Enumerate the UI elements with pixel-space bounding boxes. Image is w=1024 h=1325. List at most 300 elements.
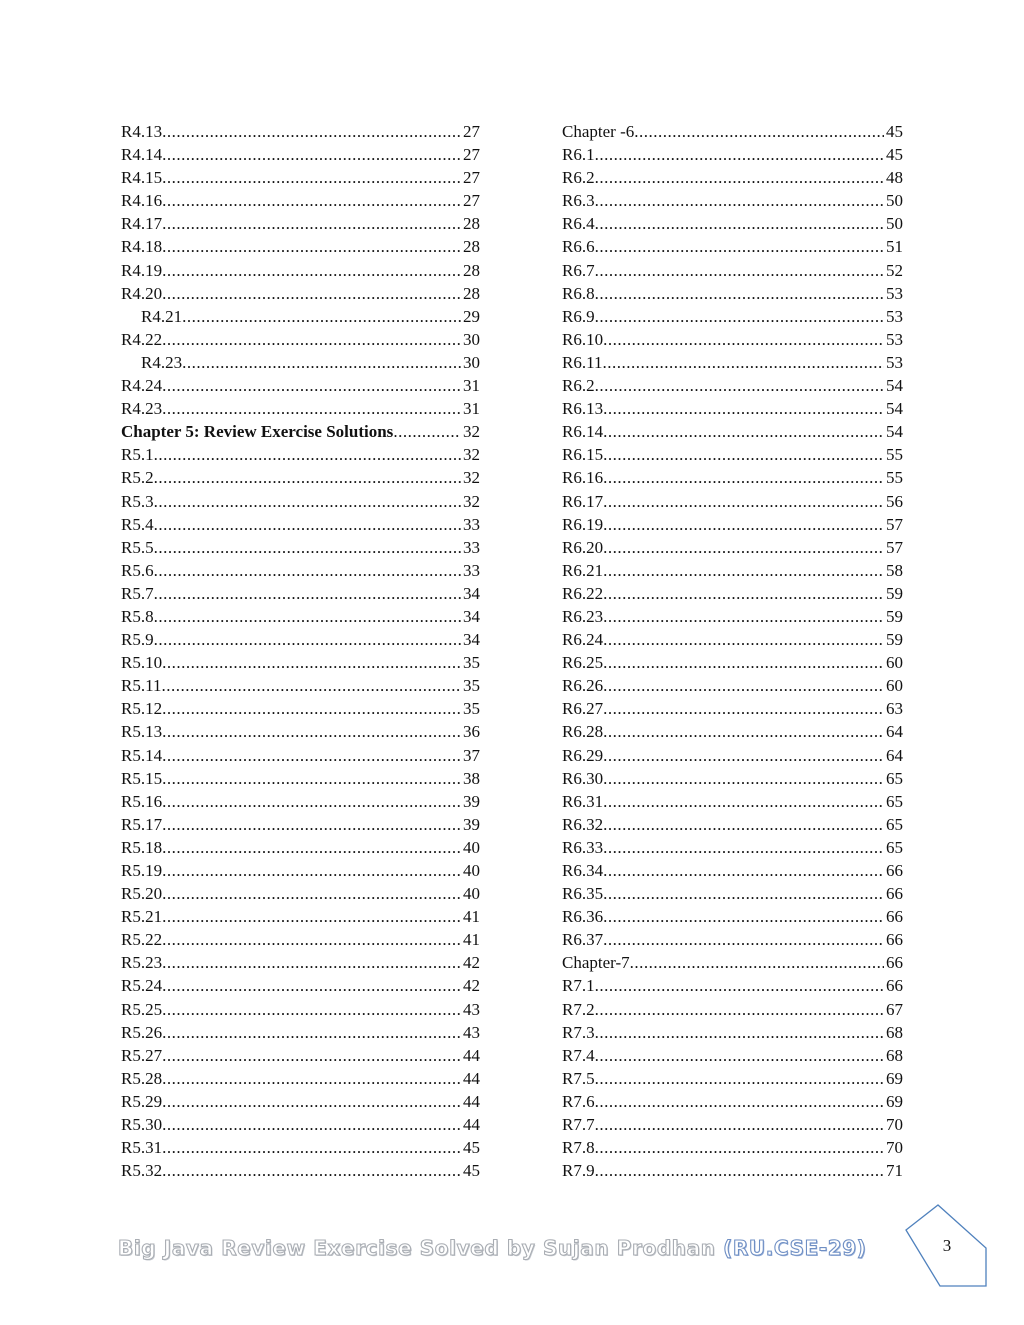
toc-entry-label: R4.24: [121, 376, 163, 396]
toc-leader-dots: [162, 1021, 461, 1044]
toc-entry-label: R7.3: [562, 1022, 595, 1042]
toc-entry-label: R4.21: [141, 306, 183, 326]
toc-entry-label: R6.26: [562, 676, 604, 696]
toc-entry[interactable]: [121, 605, 480, 628]
toc-leader-dots: [603, 490, 884, 513]
toc-leader-dots: [154, 466, 461, 489]
toc-entry-page: 45: [463, 1161, 480, 1181]
toc-entry-label: R6.37: [562, 930, 604, 950]
toc-entry[interactable]: [562, 697, 903, 720]
toc-entry-page: 42: [463, 953, 480, 973]
toc-entry[interactable]: [562, 1159, 903, 1182]
toc-entry-page: 40: [463, 837, 480, 857]
toc-entry[interactable]: [562, 513, 903, 536]
toc-entry-label: R6.11: [562, 352, 603, 372]
toc-entry[interactable]: [562, 1090, 903, 1113]
toc-entry-label: R5.7: [121, 583, 154, 603]
toc-leader-dots: [603, 836, 884, 859]
toc-entry-label: R5.30: [121, 1115, 163, 1135]
toc-entry[interactable]: [562, 882, 903, 905]
toc-entry-label: R7.6: [562, 1091, 595, 1111]
toc-entry-label: R4.18: [121, 237, 163, 257]
toc-entry-label: R5.24: [121, 976, 163, 996]
toc-entry-page: 27: [463, 122, 480, 141]
toc-entry[interactable]: [562, 905, 903, 928]
toc-leader-dots: [162, 697, 461, 720]
toc-entry[interactable]: [121, 443, 480, 466]
toc-leader-dots: [595, 259, 884, 282]
toc-entry-page: 53: [886, 329, 903, 349]
toc-leader-dots: [162, 1067, 461, 1090]
toc-entry-label: R7.7: [562, 1115, 595, 1135]
toc-leader-dots: [162, 1090, 461, 1113]
toc-entry-page: 42: [463, 976, 480, 996]
toc-entry-label: R6.32: [562, 814, 604, 834]
toc-entry-label: R6.30: [562, 768, 604, 788]
toc-entry[interactable]: [562, 1067, 903, 1090]
toc-entry[interactable]: [121, 513, 480, 536]
toc-entry-label: R7.5: [562, 1068, 595, 1088]
toc-entry-page: 65: [886, 791, 903, 811]
toc-entry[interactable]: [562, 1113, 903, 1136]
toc-entry[interactable]: [562, 466, 903, 489]
toc-entry-page: 66: [886, 930, 903, 950]
toc-entry-label: R5.14: [121, 745, 163, 765]
toc-leader-dots: [603, 397, 884, 420]
toc-entry-label: R5.5: [121, 537, 154, 557]
toc-entry-label: R6.2: [562, 376, 595, 396]
toc-leader-dots: [595, 1021, 884, 1044]
toc-entry-label: Chapter-7: [562, 953, 630, 973]
toc-leader-dots: [595, 143, 884, 166]
toc-entry-label: R5.27: [121, 1045, 163, 1065]
toc-entry[interactable]: [562, 605, 903, 628]
toc-entry-page: 27: [463, 191, 480, 211]
toc-entry-label: R5.17: [121, 814, 163, 834]
toc-entry[interactable]: [121, 1159, 480, 1182]
toc-entry-page: 66: [886, 884, 903, 904]
toc-leader-dots: [162, 744, 461, 767]
toc-entry-page: 55: [886, 445, 903, 465]
toc-leader-dots: [603, 767, 884, 790]
toc-entry-page: 57: [886, 514, 903, 534]
toc-entry-label: R5.20: [121, 884, 163, 904]
toc-entry[interactable]: [121, 767, 480, 790]
toc-entry[interactable]: [121, 259, 480, 282]
toc-leader-dots: [595, 282, 884, 305]
toc-entry[interactable]: [562, 998, 903, 1021]
toc-entry-page: 35: [463, 653, 480, 673]
toc-entry-page: 65: [886, 814, 903, 834]
toc-leader-dots: [603, 466, 884, 489]
toc-entry-page: 53: [886, 306, 903, 326]
toc-entry-page: 59: [886, 606, 903, 626]
toc-leader-dots: [162, 166, 461, 189]
toc-leader-dots: [595, 189, 884, 212]
toc-leader-dots: [162, 974, 461, 997]
toc-entry-label: R6.3: [562, 191, 595, 211]
toc-entry[interactable]: [121, 536, 480, 559]
toc-entry[interactable]: [121, 1090, 480, 1113]
toc-entry-label: R5.10: [121, 653, 163, 673]
toc-entry-label: R5.32: [121, 1161, 163, 1181]
toc-entry[interactable]: [562, 166, 903, 189]
toc-entry-label: R6.15: [562, 445, 604, 465]
toc-entry-page: 38: [463, 768, 480, 788]
toc-entry[interactable]: [121, 974, 480, 997]
toc-entry-page: 66: [886, 953, 903, 973]
toc-leader-dots: [595, 998, 884, 1021]
toc-leader-dots: [162, 720, 461, 743]
toc-entry[interactable]: [562, 974, 903, 997]
toc-entry-page: 33: [463, 514, 480, 534]
toc-entry[interactable]: [121, 859, 480, 882]
toc-entry[interactable]: [121, 1067, 480, 1090]
toc-leader-dots: [162, 143, 461, 166]
toc-entry-page: 34: [463, 583, 480, 603]
toc-entry-page: 60: [886, 653, 903, 673]
toc-entry[interactable]: [562, 305, 903, 328]
toc-entry[interactable]: [121, 1136, 480, 1159]
toc-entry[interactable]: [562, 1136, 903, 1159]
toc-entry[interactable]: [562, 259, 903, 282]
toc-entry[interactable]: [562, 836, 903, 859]
toc-entry[interactable]: [121, 651, 480, 674]
toc-entry[interactable]: [121, 328, 480, 351]
toc-entry-page: 68: [886, 1022, 903, 1042]
toc-entry-label: R6.22: [562, 583, 604, 603]
toc-entry[interactable]: [121, 1044, 480, 1067]
toc-entry-page: 67: [886, 999, 903, 1019]
toc-entry-page: 44: [463, 1068, 480, 1088]
toc-entry[interactable]: [562, 651, 903, 674]
toc-entry-label: R7.8: [562, 1138, 595, 1158]
toc-entry-page: 51: [886, 237, 903, 257]
toc-entry-page: 32: [463, 445, 480, 465]
toc-entry[interactable]: [121, 905, 480, 928]
toc-entry[interactable]: [562, 536, 903, 559]
toc-leader-dots: [630, 951, 884, 974]
toc-leader-dots: [603, 674, 884, 697]
toc-entry-label: R6.1: [562, 145, 595, 165]
toc-leader-dots: [595, 235, 884, 258]
toc-entry-page: 27: [463, 145, 480, 165]
toc-entry-label: R6.2: [562, 168, 595, 188]
toc-leader-dots: [162, 1044, 461, 1067]
toc-leader-dots: [154, 513, 461, 536]
toc-entry[interactable]: [562, 559, 903, 582]
toc-entry-label: R6.31: [562, 791, 604, 811]
toc-entry-page: 70: [886, 1115, 903, 1135]
toc-leader-dots: [154, 559, 461, 582]
toc-entry-label: R6.4: [562, 214, 595, 234]
toc-entry-page: 59: [886, 630, 903, 650]
toc-entry-page: 44: [463, 1045, 480, 1065]
toc-entry-page: 41: [463, 907, 480, 927]
toc-leader-dots: [595, 212, 884, 235]
toc-leader-dots: [162, 235, 461, 258]
toc-entry-label: R6.19: [562, 514, 604, 534]
toc-entry[interactable]: [562, 212, 903, 235]
toc-entry-label: R5.28: [121, 1068, 163, 1088]
toc-entry[interactable]: [121, 674, 480, 697]
toc-leader-dots: [162, 120, 461, 143]
toc-leader-dots: [154, 582, 461, 605]
toc-entry-label: Chapter 5: Review Exercise Solutions: [121, 422, 394, 442]
toc-leader-dots: [603, 536, 884, 559]
toc-entry[interactable]: [121, 166, 480, 189]
toc-leader-dots: [161, 674, 461, 697]
toc-entry-page: 58: [886, 560, 903, 580]
toc-column-left: [121, 120, 480, 1182]
toc-entry-label: R5.31: [121, 1138, 163, 1158]
toc-entry-label: R5.19: [121, 861, 163, 880]
toc-entry[interactable]: [562, 674, 903, 697]
toc-entry[interactable]: [121, 790, 480, 813]
toc-entry[interactable]: [562, 189, 903, 212]
toc-entry-label: R5.29: [121, 1091, 163, 1111]
toc-leader-dots: [603, 651, 884, 674]
toc-entry-label: R7.2: [562, 999, 595, 1019]
toc-leader-dots: [182, 305, 461, 328]
toc-entry-page: 43: [463, 1022, 480, 1042]
toc-entry[interactable]: [121, 212, 480, 235]
page-number: 3: [942, 1236, 952, 1255]
toc-entry-label: R4.23: [121, 399, 163, 419]
toc-entry-page: 28: [463, 283, 480, 303]
toc-entry-label: R5.22: [121, 930, 163, 950]
toc-entry[interactable]: [121, 466, 480, 489]
toc-entry-label: R5.25: [121, 999, 163, 1019]
toc-entry-page: 63: [886, 699, 903, 719]
toc-entry-label: R5.6: [121, 560, 154, 580]
toc-entry[interactable]: [562, 928, 903, 951]
toc-leader-dots: [162, 259, 461, 282]
toc-entry-page: 39: [463, 814, 480, 834]
toc-entry[interactable]: [562, 143, 903, 166]
toc-entry[interactable]: [121, 189, 480, 212]
toc-entry-page: 40: [463, 884, 480, 904]
toc-entry-page: 37: [463, 745, 480, 765]
toc-leader-dots: [162, 374, 461, 397]
toc-entry[interactable]: [121, 559, 480, 582]
toc-leader-dots: [603, 859, 884, 882]
toc-entry-label: R4.20: [121, 283, 163, 303]
toc-entry[interactable]: [562, 582, 903, 605]
toc-entry-label: R6.17: [562, 491, 604, 511]
toc-entry-label: R5.9: [121, 630, 154, 650]
toc-entry-page: 28: [463, 260, 480, 280]
toc-entry-page: 41: [463, 930, 480, 950]
toc-entry[interactable]: [562, 282, 903, 305]
toc-entry-label: R6.10: [562, 329, 604, 349]
toc-entry[interactable]: [121, 720, 480, 743]
toc-entry-label: R5.13: [121, 722, 163, 742]
toc-entry-label: R5.26: [121, 1022, 163, 1042]
toc-entry[interactable]: [562, 790, 903, 813]
toc-entry[interactable]: [121, 374, 480, 397]
toc-leader-dots: [162, 882, 461, 905]
toc-leader-dots: [603, 328, 884, 351]
toc-entry-label: R6.13: [562, 399, 604, 419]
toc-entry-page: 45: [463, 1138, 480, 1158]
toc-entry[interactable]: [121, 1021, 480, 1044]
toc-entry-page: 32: [463, 422, 480, 442]
toc-entry[interactable]: [121, 951, 480, 974]
toc-entry-label: R4.16: [121, 191, 163, 211]
toc-entry-page: 44: [463, 1091, 480, 1111]
toc-entry-label: R6.35: [562, 884, 604, 904]
toc-leader-dots: [603, 928, 884, 951]
toc-entry-page: 57: [886, 537, 903, 557]
toc-entry-label: R5.3: [121, 491, 154, 511]
footer-title: [118, 1236, 867, 1260]
toc-entry-page: 64: [886, 745, 903, 765]
toc-entry[interactable]: [562, 397, 903, 420]
toc-entry-label: R4.15: [121, 168, 163, 188]
toc-entry-page: 33: [463, 560, 480, 580]
toc-entry-label: R5.15: [121, 768, 163, 788]
toc-entry[interactable]: [562, 374, 903, 397]
toc-entry-page: 70: [886, 1138, 903, 1158]
toc-entry-page: 39: [463, 791, 480, 811]
toc-leader-dots: [603, 905, 884, 928]
toc-entry[interactable]: [121, 420, 480, 443]
toc-entry[interactable]: [121, 143, 480, 166]
toc-leader-dots: [162, 767, 461, 790]
toc-entry-page: 50: [886, 214, 903, 234]
toc-entry-page: 60: [886, 676, 903, 696]
toc-entry-page: 45: [886, 122, 903, 141]
toc-entry-page: 31: [463, 399, 480, 419]
toc-entry[interactable]: [121, 235, 480, 258]
toc-entry[interactable]: [121, 351, 480, 374]
toc-leader-dots: [603, 605, 884, 628]
toc-entry-label: R6.24: [562, 630, 604, 650]
toc-entry-label: R6.34: [562, 861, 604, 880]
toc-entry-label: R6.27: [562, 699, 604, 719]
toc-entry[interactable]: [562, 443, 903, 466]
toc-entry-page: 68: [886, 1045, 903, 1065]
toc-leader-dots: [603, 720, 884, 743]
toc-leader-dots: [595, 374, 884, 397]
toc-entry-label: R4.22: [121, 329, 163, 349]
toc-entry[interactable]: [562, 420, 903, 443]
toc-entry-page: 31: [463, 376, 480, 396]
toc-leader-dots: [162, 905, 461, 928]
toc-entry-label: R7.4: [562, 1045, 595, 1065]
toc-entry-page: 32: [463, 491, 480, 511]
toc-entry[interactable]: [562, 120, 903, 143]
toc-entry[interactable]: [562, 1044, 903, 1067]
toc-entry[interactable]: [562, 351, 903, 374]
toc-entry[interactable]: [121, 998, 480, 1021]
toc-entry-label: R4.23: [141, 352, 183, 372]
toc-entry-label: R4.17: [121, 214, 163, 234]
toc-leader-dots: [162, 928, 461, 951]
toc-entry[interactable]: [562, 859, 903, 882]
toc-entry-page: 71: [886, 1161, 903, 1181]
toc-entry-page: 69: [886, 1091, 903, 1111]
toc-entry-label: R5.1: [121, 445, 154, 465]
toc-entry-page: 30: [463, 352, 480, 372]
toc-entry[interactable]: [562, 490, 903, 513]
toc-leader-dots: [603, 420, 884, 443]
toc-entry-page: 50: [886, 191, 903, 211]
toc-entry-page: 45: [886, 145, 903, 165]
toc-entry-label: R6.6: [562, 237, 595, 257]
toc-entry[interactable]: [121, 744, 480, 767]
toc-leader-dots: [595, 1044, 884, 1067]
toc-entry-page: 34: [463, 606, 480, 626]
toc-entry-label: R5.4: [121, 514, 154, 534]
toc-entry-page: 66: [886, 976, 903, 996]
toc-entry-page: 56: [886, 491, 903, 511]
toc-entry[interactable]: [562, 813, 903, 836]
toc-entry[interactable]: [562, 628, 903, 651]
toc-entry[interactable]: [562, 235, 903, 258]
toc-leader-dots: [603, 443, 884, 466]
toc-entry[interactable]: [121, 1113, 480, 1136]
toc-leader-dots: [595, 305, 884, 328]
toc-entry-page: 27: [463, 168, 480, 188]
toc-leader-dots: [162, 397, 461, 420]
toc-entry-label: R5.23: [121, 953, 163, 973]
toc-leader-dots: [595, 1136, 884, 1159]
toc-leader-dots: [162, 998, 461, 1021]
footer-tag: (RU.CSE-29): [723, 1236, 867, 1260]
toc-leader-dots: [182, 351, 461, 374]
toc-entry[interactable]: [121, 813, 480, 836]
toc-leader-dots: [154, 536, 461, 559]
toc-entry-page: 43: [463, 999, 480, 1019]
toc-entry-page: 36: [463, 722, 480, 742]
toc-entry-page: 32: [463, 468, 480, 488]
toc-leader-dots: [162, 1136, 461, 1159]
toc-entry[interactable]: [562, 951, 903, 974]
toc-entry[interactable]: [562, 720, 903, 743]
toc-entry[interactable]: [121, 928, 480, 951]
toc-entry[interactable]: [562, 767, 903, 790]
toc-column-right: [562, 120, 903, 1182]
toc-entry-page: 35: [463, 699, 480, 719]
toc-entry[interactable]: [121, 882, 480, 905]
toc-entry[interactable]: [121, 397, 480, 420]
toc-entry-page: 28: [463, 214, 480, 234]
toc-entry[interactable]: [121, 836, 480, 859]
toc-entry-label: R6.23: [562, 606, 604, 626]
toc-entry-label: R5.8: [121, 606, 154, 626]
toc-leader-dots: [154, 490, 461, 513]
toc-entry[interactable]: [562, 328, 903, 351]
toc-leader-dots: [595, 974, 884, 997]
toc-entry[interactable]: [121, 282, 480, 305]
toc-entry[interactable]: [121, 697, 480, 720]
toc-entry[interactable]: [121, 120, 480, 143]
toc-entry[interactable]: [121, 582, 480, 605]
toc-entry-page: 69: [886, 1068, 903, 1088]
toc-entry[interactable]: [121, 305, 480, 328]
toc-leader-dots: [602, 351, 884, 374]
toc-leader-dots: [393, 420, 461, 443]
toc-entry-label: R5.12: [121, 699, 163, 719]
toc-entry[interactable]: [562, 1021, 903, 1044]
toc-entry-label: R7.9: [562, 1161, 595, 1181]
toc-entry[interactable]: [121, 628, 480, 651]
toc-entry[interactable]: [562, 744, 903, 767]
toc-entry-page: 48: [886, 168, 903, 188]
toc-entry[interactable]: [121, 490, 480, 513]
